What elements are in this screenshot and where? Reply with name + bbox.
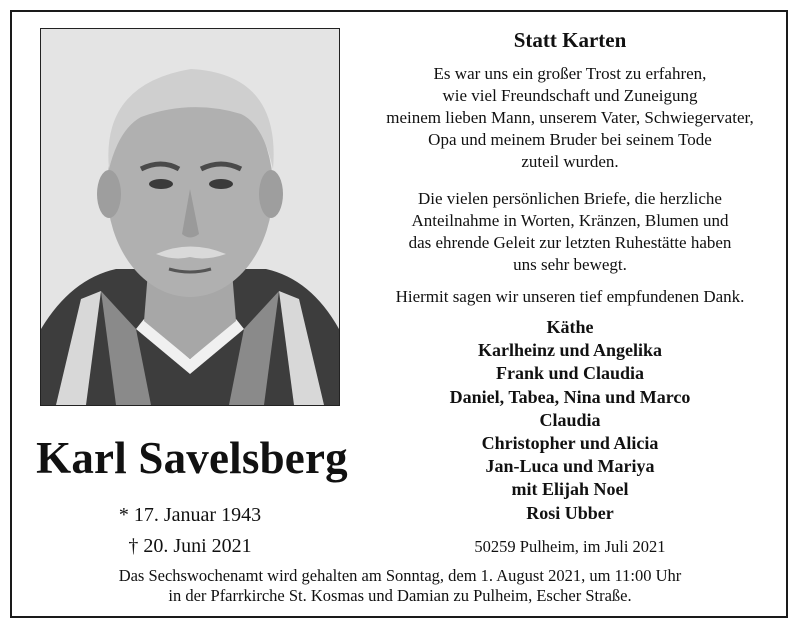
notice-title: Statt Karten <box>513 28 627 52</box>
family-member: Frank und Claudia <box>495 363 645 384</box>
thanks-line: Hiermit sagen wir unseren tief empfundenen Dank. <box>395 287 745 306</box>
paragraph-line: Die vielen persönlichen Briefe, die herzliche <box>418 189 722 208</box>
family-member: mit Elijah Noel <box>511 479 629 500</box>
death-date: † 20. Juni 2021 <box>128 535 252 557</box>
paragraph-line: zuteil wurden. <box>521 152 619 171</box>
portrait-illustration <box>41 29 339 405</box>
paragraph-line: meinem lieben Mann, unserem Vater, Schwiegervater, <box>386 108 754 127</box>
service-announcement <box>40 566 760 605</box>
paragraph-line: Anteilnahme in Worten, Kränzen, Blumen und <box>411 211 729 230</box>
paragraph-line: uns sehr bewegt. <box>513 255 627 274</box>
family-member: Christopher und Alicia <box>481 433 659 454</box>
family-member: Karlheinz und Angelika <box>477 340 663 361</box>
deceased-name: Karl Savelsberg <box>36 433 348 483</box>
family-member: Rosi Ubber <box>526 502 614 523</box>
service-line: Das Sechswochenamt wird gehalten am Sonntag, dem 1. August 2021, um 11:00 Uhr <box>118 566 682 585</box>
place-date: 50259 Pulheim, im Juli 2021 <box>474 537 666 556</box>
family-member: Käthe <box>546 317 594 337</box>
family-member: Daniel, Tabea, Nina und Marco <box>449 386 691 407</box>
paragraph-line: das ehrende Geleit zur letzten Ruhestätte haben <box>408 233 732 252</box>
paragraph-line: Es war uns ein großer Trost zu erfahren, <box>433 64 707 83</box>
birth-date: * 17. Januar 1943 <box>118 504 262 526</box>
family-member: Jan-Luca und Mariya <box>485 456 655 477</box>
portrait-photo <box>40 28 340 406</box>
family-list <box>360 316 780 525</box>
condolence-paragraph <box>360 188 780 276</box>
paragraph-line: wie viel Freundschaft und Zuneigung <box>442 86 698 105</box>
family-member: Claudia <box>539 409 601 430</box>
gratitude-paragraph <box>360 63 780 173</box>
service-line: in der Pfarrkirche St. Kosmas und Damian zu Pulheim, Escher Straße. <box>168 585 632 605</box>
paragraph-line: Opa und meinem Bruder bei seinem Tode <box>428 130 712 149</box>
